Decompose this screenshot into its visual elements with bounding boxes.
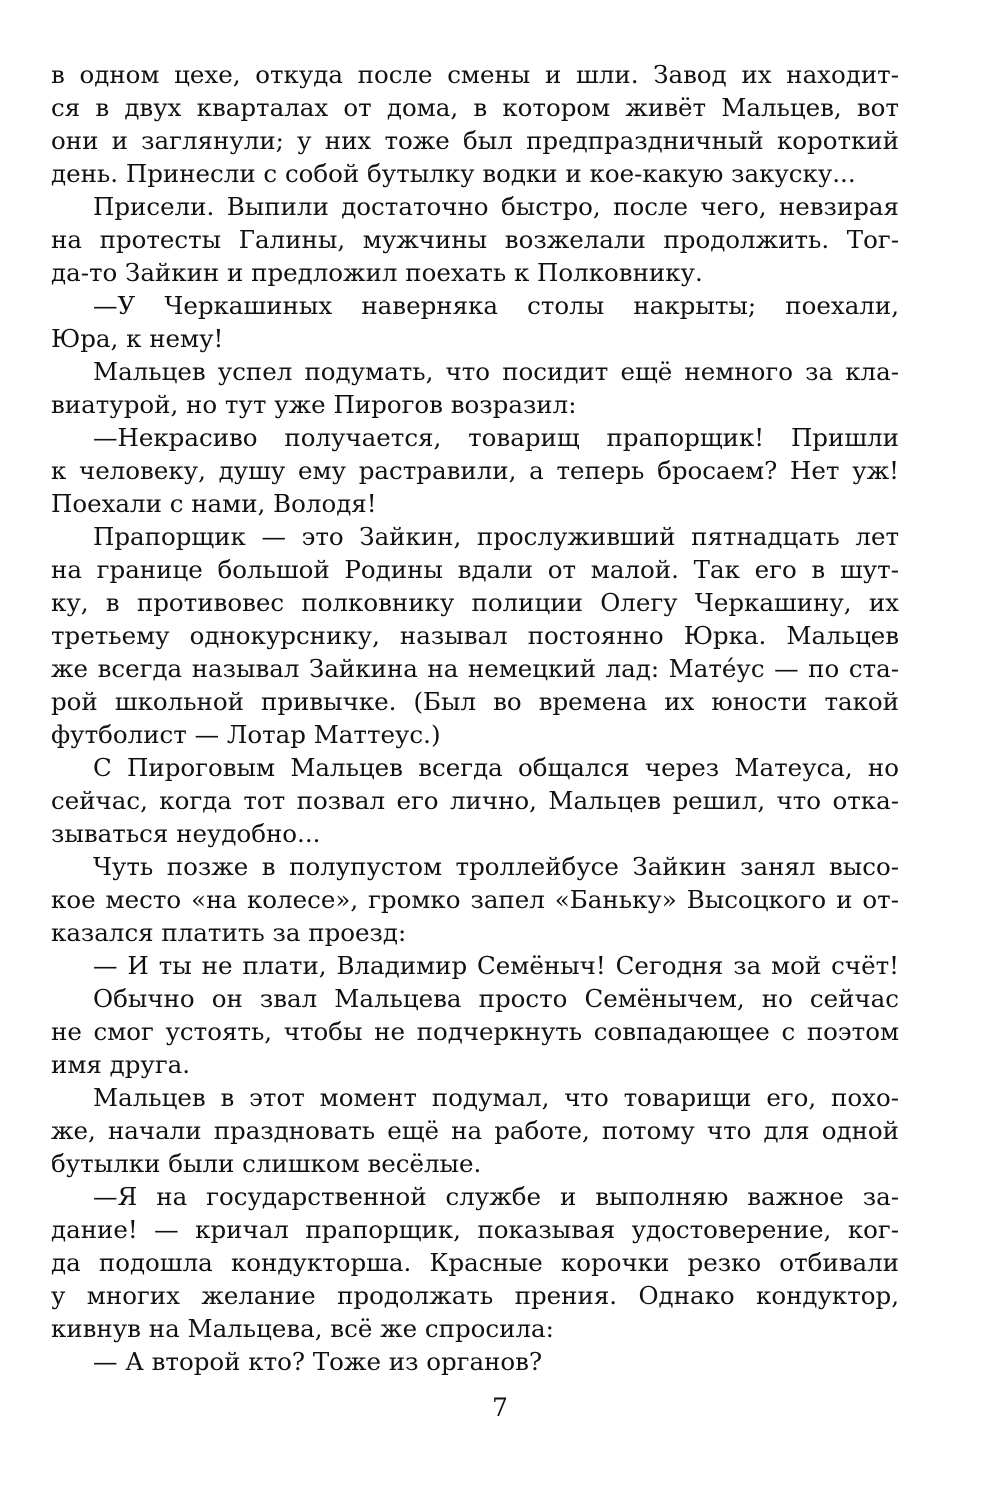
paragraph [51, 1180, 899, 1345]
text-line: третьему однокурснику, называл постоянно Юрка. Мальцев [51, 621, 899, 650]
text-line: кое место «на колесе», громко запел «Баньку» Высоцкого и от- [51, 885, 899, 914]
text-line: ся в двух кварталах от дома, в котором живёт Мальцев, вот [51, 93, 899, 122]
text-line: —Некрасиво получается, товарищ прапорщик! Пришли [93, 423, 899, 452]
page-body [51, 58, 899, 1378]
text-line: Мальцев успел подумать, что посидит ещё немного за кла- [93, 357, 899, 386]
text-line: футболист — Лотар Маттеус.) [51, 720, 441, 749]
text-line: Поехали с нами, Володя! [51, 489, 377, 518]
text-line: виатурой, но тут уже Пирогов возразил: [51, 390, 577, 419]
text-line: у многих желание продолжать прения. Однако кондуктор, [51, 1281, 899, 1310]
text-line: Присели. Выпили достаточно быстро, после чего, невзирая [93, 192, 899, 221]
text-line: сейчас, когда тот позвал его лично, Мальцев решил, что отка- [51, 786, 899, 815]
text-line: — А второй кто? Тоже из органов? [93, 1347, 543, 1376]
paragraph [51, 190, 899, 289]
paragraph [51, 982, 899, 1081]
text-line: имя друга. [51, 1050, 191, 1079]
text-line: зываться неудобно... [51, 819, 321, 848]
page-number: 7 [492, 1393, 508, 1422]
paragraph [51, 355, 899, 421]
text-line: —Я на государственной службе и выполняю важное за- [93, 1182, 899, 1211]
paragraph [51, 520, 899, 751]
text-line: не смог устоять, чтобы не подчеркнуть совпадающее с поэтом [51, 1017, 899, 1046]
text-line: Обычно он звал Мальцева просто Семёнычем, но сейчас [93, 984, 899, 1013]
paragraph [51, 421, 899, 520]
paragraph [51, 1345, 899, 1378]
text-line: С Пироговым Мальцев всегда общался через Матеуса, но [93, 753, 899, 782]
text-line: день. Принесли с собой бутылку водки и кое-какую закуску... [51, 159, 856, 188]
text-line: Чуть позже в полупустом троллейбусе Зайкин занял высо- [93, 852, 899, 881]
paragraph [51, 850, 899, 949]
paragraph [51, 289, 899, 355]
paragraph [51, 751, 899, 850]
text-line: казался платить за проезд: [51, 918, 407, 947]
text-line: рой школьной привычке. (Был во времена их юности такой [51, 687, 899, 716]
text-line: Прапорщик — это Зайкин, прослуживший пятнадцать лет [93, 522, 899, 551]
text-line: кивнув на Мальцева, всё же спросила: [51, 1314, 554, 1343]
text-line: к человеку, душу ему растравили, а теперь бросаем? Нет уж! [51, 456, 899, 485]
text-line: они и заглянули; у них тоже был предпраздничный короткий [51, 126, 899, 155]
text-line: же, начали праздновать ещё на работе, потому что для одной [51, 1116, 899, 1145]
text-line: ку, в противовес полковнику полиции Олегу Черкашину, их [51, 588, 899, 617]
text-line: на протесты Галины, мужчины возжелали продолжить. Тог- [51, 225, 899, 254]
text-line: —У Черкашиных наверняка столы накрыты; поехали, [93, 291, 899, 320]
text-line: дание! — кричал прапорщик, показывая удостоверение, ког- [51, 1215, 899, 1244]
text-line: в одном цехе, откуда после смены и шли. Завод их находит- [51, 60, 899, 89]
paragraph [51, 949, 899, 982]
paragraph [51, 58, 899, 190]
text-line: Мальцев в этот момент подумал, что товарищи его, похо- [93, 1083, 899, 1112]
text-line: же всегда называл Зайкина на немецкий лад: Мате́ус — по ста- [51, 654, 899, 683]
paragraph [51, 1081, 899, 1180]
text-line: да подошла кондукторша. Красные корочки резко отбивали [51, 1248, 899, 1277]
text-line: да-то Зайкин и предложил поехать к Полковнику. [51, 258, 703, 287]
text-line: бутылки были слишком весёлые. [51, 1149, 482, 1178]
text-line: Юра, к нему! [51, 324, 224, 353]
text-line: на границе большой Родины вдали от малой. Так его в шут- [51, 555, 899, 584]
text-line: — И ты не плати, Владимир Семёныч! Сегодня за мой счёт! [93, 951, 899, 980]
